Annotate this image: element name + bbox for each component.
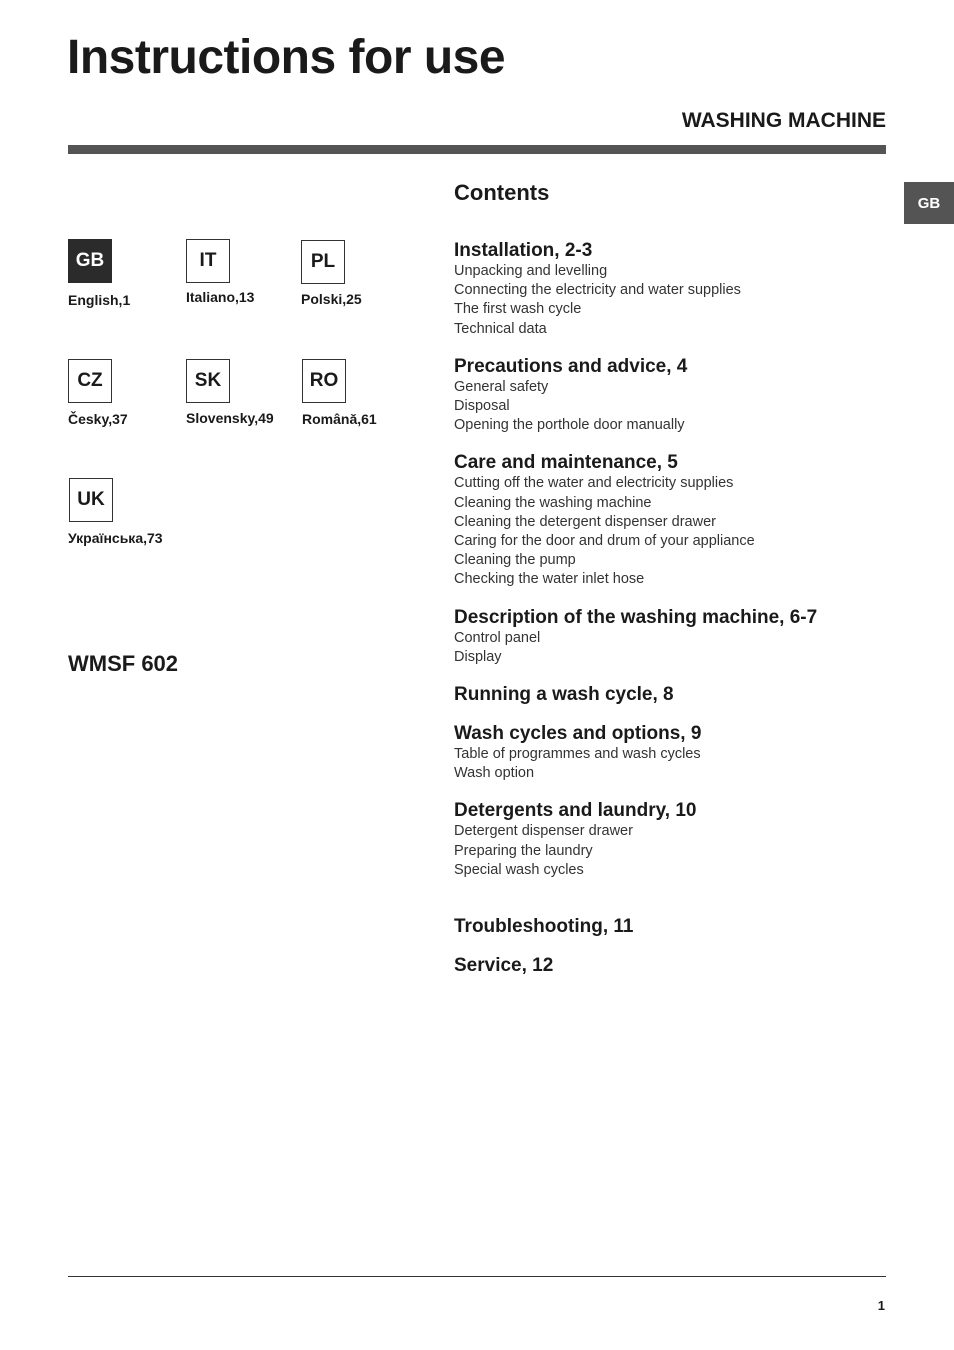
toc-section-running xyxy=(454,684,884,706)
toc-item[interactable]: Cleaning the washing machine xyxy=(454,494,652,511)
language-side-tab[interactable]: GB xyxy=(904,182,954,224)
table-of-contents xyxy=(454,240,884,994)
language-code-box: GB xyxy=(68,239,112,283)
toc-item[interactable]: Table of programmes and wash cycles xyxy=(454,746,701,763)
language-label: English,1 xyxy=(68,292,131,308)
toc-heading[interactable]: Care and maintenance, 5 xyxy=(454,452,678,474)
toc-heading[interactable]: Detergents and laundry, 10 xyxy=(454,800,697,822)
toc-item[interactable]: Special wash cycles xyxy=(454,861,584,878)
toc-item[interactable]: Caring for the door and drum of your appliance xyxy=(454,533,755,550)
language-item-cz[interactable] xyxy=(68,359,128,427)
language-label: Polski,25 xyxy=(301,291,362,307)
language-label: Українська,73 xyxy=(68,530,163,546)
toc-item[interactable]: Unpacking and levelling xyxy=(454,263,608,279)
toc-item[interactable]: Opening the porthole door manually xyxy=(454,417,685,434)
toc-heading[interactable]: Wash cycles and options, 9 xyxy=(454,723,702,745)
toc-item[interactable]: Display xyxy=(454,648,502,665)
language-label: Română,61 xyxy=(302,411,377,427)
language-item-pl[interactable] xyxy=(301,240,362,307)
toc-item[interactable]: Control panel xyxy=(454,629,541,646)
toc-item[interactable]: Checking the water inlet hose xyxy=(454,571,645,588)
toc-item[interactable]: General safety xyxy=(454,378,549,395)
language-item-gb[interactable] xyxy=(68,239,130,308)
footer-divider xyxy=(68,1276,886,1277)
toc-heading[interactable]: Troubleshooting, 11 xyxy=(454,916,634,938)
toc-item[interactable]: Cleaning the detergent dispenser drawer xyxy=(454,513,716,530)
language-code-box: RO xyxy=(302,359,346,403)
language-code-box: CZ xyxy=(68,359,112,403)
language-code-box: IT xyxy=(186,239,230,283)
toc-item[interactable]: Disposal xyxy=(454,398,510,415)
language-item-it[interactable] xyxy=(186,239,254,305)
language-item-uk[interactable] xyxy=(69,478,163,546)
page-number: 1 xyxy=(877,1298,885,1313)
language-code-box: UK xyxy=(69,478,113,522)
toc-item[interactable]: Preparing the laundry xyxy=(454,842,593,859)
toc-heading[interactable]: Running a wash cycle, 8 xyxy=(454,684,674,706)
header-divider xyxy=(68,145,886,154)
toc-section-description xyxy=(454,607,884,667)
contents-title: Contents xyxy=(454,180,550,205)
page-title: Instructions for use xyxy=(67,31,506,84)
toc-item[interactable]: Technical data xyxy=(454,320,547,337)
toc-heading[interactable]: Installation, 2-3 xyxy=(454,240,593,261)
language-label: Italiano,13 xyxy=(186,289,255,305)
toc-heading[interactable]: Description of the washing machine, 6-7 xyxy=(454,606,818,628)
toc-section-precautions xyxy=(454,356,884,436)
toc-section-wash-cycles xyxy=(454,723,884,783)
language-code-box: PL xyxy=(301,240,345,284)
toc-item[interactable]: Connecting the electricity and water supplies xyxy=(454,282,741,299)
language-label: Slovensky,49 xyxy=(186,410,274,426)
model-number: WMSF 602 xyxy=(68,651,179,676)
toc-item[interactable]: Cutting off the water and electricity supplies xyxy=(454,475,734,492)
toc-item[interactable]: Cleaning the pump xyxy=(454,552,576,569)
language-label: Česky,37 xyxy=(68,411,128,427)
toc-heading[interactable]: Service, 12 xyxy=(454,955,554,977)
toc-item[interactable]: Detergent dispenser drawer xyxy=(454,823,633,840)
toc-section-installation xyxy=(454,240,884,339)
document-subtitle: WASHING MACHINE xyxy=(681,109,886,132)
toc-item[interactable]: Wash option xyxy=(454,765,535,782)
toc-section-care xyxy=(454,452,884,589)
toc-section-troubleshooting xyxy=(454,916,884,938)
toc-section-service xyxy=(454,955,884,977)
language-item-ro[interactable] xyxy=(302,359,377,427)
toc-heading[interactable]: Precautions and advice, 4 xyxy=(454,355,688,377)
language-code-box: SK xyxy=(186,359,230,403)
language-item-sk[interactable] xyxy=(186,359,274,426)
toc-section-detergents xyxy=(454,800,884,880)
toc-item[interactable]: The first wash cycle xyxy=(454,301,582,318)
